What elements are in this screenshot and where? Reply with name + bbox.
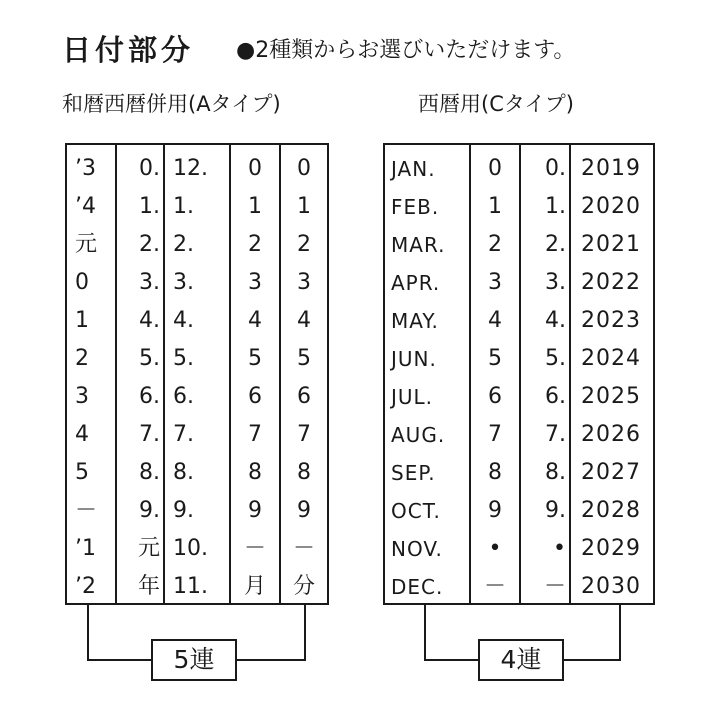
stamp-cell: 8 xyxy=(488,460,502,485)
stamp-cell: ’1 xyxy=(75,536,96,561)
type-c-bracket-right xyxy=(619,605,621,661)
type-c-column-1 xyxy=(385,145,469,603)
stamp-cell: 6. xyxy=(139,384,160,409)
stamp-cell: • xyxy=(553,536,566,561)
stamp-cell: 9. xyxy=(545,498,566,523)
stamp-cell: ’2 xyxy=(75,574,96,599)
stamp-cell: 8 xyxy=(248,460,262,485)
stamp-cell: 7. xyxy=(173,422,194,447)
stamp-cell: 2024 xyxy=(581,346,641,371)
stamp-cell: 0 xyxy=(75,270,89,295)
stamp-cell: 6. xyxy=(545,384,566,409)
stamp-cell: 3. xyxy=(139,270,160,295)
type-a-bracket-right xyxy=(304,605,306,661)
stamp-cell: － xyxy=(75,498,98,523)
stamp-cell: FEB. xyxy=(391,195,440,219)
type-a-column-1 xyxy=(67,145,115,603)
stamp-cell: JAN. xyxy=(391,157,436,181)
stamp-cell: SEP. xyxy=(391,461,436,485)
stamp-cell: 5 xyxy=(488,346,502,371)
stamp-cell: 元 xyxy=(137,536,160,561)
stamp-cell: AUG. xyxy=(391,423,446,447)
stamp-cell: 1. xyxy=(173,194,194,219)
section-title: 日付部分 xyxy=(62,33,195,67)
stamp-cell: 9 xyxy=(297,498,311,523)
stamp-cell: 4 xyxy=(297,308,311,333)
stamp-cell: 2. xyxy=(139,232,160,257)
type-a-column-3 xyxy=(163,145,229,603)
type-c-column-4 xyxy=(569,145,651,603)
stamp-cell: 2. xyxy=(173,232,194,257)
stamp-cell: 4. xyxy=(173,308,194,333)
section-subtitle: ●2種類からお選びいただけます。 xyxy=(236,38,576,63)
stamp-cell: － xyxy=(243,536,266,561)
stamp-cell: 0. xyxy=(545,156,566,181)
stamp-cell: 3 xyxy=(297,270,311,295)
stamp-cell: MAR. xyxy=(391,233,446,257)
stamp-cell: MAY. xyxy=(391,309,439,333)
type-a-label: 和暦西暦併用(Aタイプ) xyxy=(62,92,281,116)
stamp-cell: 3. xyxy=(173,270,194,295)
stamp-cell: 2026 xyxy=(581,422,641,447)
stamp-cell: 月 xyxy=(243,574,266,599)
stamp-cell: － xyxy=(543,574,566,599)
stamp-cell: 0 xyxy=(488,156,502,181)
type-a-count-badge: 5連 xyxy=(151,639,237,681)
stamp-cell: 2027 xyxy=(581,460,641,485)
stamp-cell: 4 xyxy=(248,308,262,333)
stamp-cell: 3 xyxy=(488,270,502,295)
stamp-cell: 2019 xyxy=(581,156,641,181)
type-a-column-2 xyxy=(115,145,163,603)
stamp-cell: 2. xyxy=(545,232,566,257)
stamp-cell: 6 xyxy=(297,384,311,409)
stamp-cell: APR. xyxy=(391,271,441,295)
stamp-cell: 7. xyxy=(139,422,160,447)
stamp-cell: 9. xyxy=(139,498,160,523)
stamp-cell: 5 xyxy=(75,460,89,485)
stamp-cell: 3 xyxy=(75,384,89,409)
stamp-cell: 7. xyxy=(545,422,566,447)
stamp-cell: DEC. xyxy=(391,575,444,599)
stamp-cell: ’4 xyxy=(75,194,96,219)
stamp-cell: 5. xyxy=(173,346,194,371)
stamp-cell: 2 xyxy=(297,232,311,257)
stamp-cell: 1 xyxy=(248,194,262,219)
stamp-cell: 9 xyxy=(488,498,502,523)
stamp-cell: 10. xyxy=(173,536,208,561)
stamp-cell: 2023 xyxy=(581,308,641,333)
stamp-cell: 9. xyxy=(173,498,194,523)
stamp-cell: 元 xyxy=(75,232,98,257)
stamp-cell: 年 xyxy=(137,574,160,599)
stamp-cell: NOV. xyxy=(391,537,443,561)
stamp-cell: 2025 xyxy=(581,384,641,409)
type-a-column-4 xyxy=(229,145,279,603)
stamp-cell: 7 xyxy=(297,422,311,447)
stamp-cell: 0 xyxy=(297,156,311,181)
stamp-cell: 5. xyxy=(545,346,566,371)
stamp-cell: 5 xyxy=(297,346,311,371)
stamp-cell: 8. xyxy=(139,460,160,485)
stamp-cell: 7 xyxy=(248,422,262,447)
stamp-cell: 0. xyxy=(139,156,160,181)
stamp-cell: 1 xyxy=(75,308,89,333)
stamp-cell: 9 xyxy=(248,498,262,523)
type-a-bracket-left xyxy=(87,605,89,661)
stamp-cell: 8 xyxy=(297,460,311,485)
stamp-cell: 2 xyxy=(248,232,262,257)
stamp-cell: 分 xyxy=(292,574,315,599)
stamp-cell: 8. xyxy=(545,460,566,485)
stamp-cell: 3 xyxy=(248,270,262,295)
stamp-cell: 4 xyxy=(488,308,502,333)
stamp-cell: － xyxy=(292,536,315,561)
type-c-label: 西暦用(Cタイプ) xyxy=(418,92,574,116)
stamp-cell: 5 xyxy=(248,346,262,371)
stamp-cell: JUN. xyxy=(391,347,437,371)
stamp-cell: 6 xyxy=(248,384,262,409)
stamp-cell: 8. xyxy=(173,460,194,485)
stamp-cell: 12. xyxy=(173,156,208,181)
stamp-cell: 0 xyxy=(248,156,262,181)
stamp-cell: JUL. xyxy=(391,385,434,409)
stamp-cell: 2 xyxy=(488,232,502,257)
stamp-cell: 5. xyxy=(139,346,160,371)
stamp-cell: 2 xyxy=(75,346,89,371)
stamp-cell: 2028 xyxy=(581,498,641,523)
stamp-cell: 2020 xyxy=(581,194,641,219)
stamp-cell: 1 xyxy=(488,194,502,219)
type-c-column-3 xyxy=(519,145,569,603)
stamp-cell: 2021 xyxy=(581,232,641,257)
stamp-cell: 4 xyxy=(75,422,89,447)
type-a-column-5 xyxy=(279,145,327,603)
stamp-cell: － xyxy=(483,574,506,599)
stamp-cell: 1 xyxy=(297,194,311,219)
stamp-cell: 2029 xyxy=(581,536,641,561)
type-c-bracket-left xyxy=(424,605,426,661)
stamp-cell: ’3 xyxy=(75,156,96,181)
type-c-column-2 xyxy=(469,145,519,603)
stamp-cell: 1. xyxy=(545,194,566,219)
stamp-cell: 7 xyxy=(488,422,502,447)
stamp-cell: OCT. xyxy=(391,499,441,523)
type-c-stamp-band xyxy=(383,143,655,605)
stamp-cell: 4. xyxy=(139,308,160,333)
stamp-cell: 4. xyxy=(545,308,566,333)
type-a-stamp-band xyxy=(65,143,329,605)
type-c-count-badge: 4連 xyxy=(478,639,564,681)
stamp-cell: 2030 xyxy=(581,574,641,599)
stamp-cell: 6 xyxy=(488,384,502,409)
stamp-cell: 2022 xyxy=(581,270,641,295)
stamp-cell: • xyxy=(488,536,502,561)
stamp-cell: 6. xyxy=(173,384,194,409)
stamp-cell: 11. xyxy=(173,574,208,599)
stamp-cell: 1. xyxy=(139,194,160,219)
stamp-cell: 3. xyxy=(545,270,566,295)
